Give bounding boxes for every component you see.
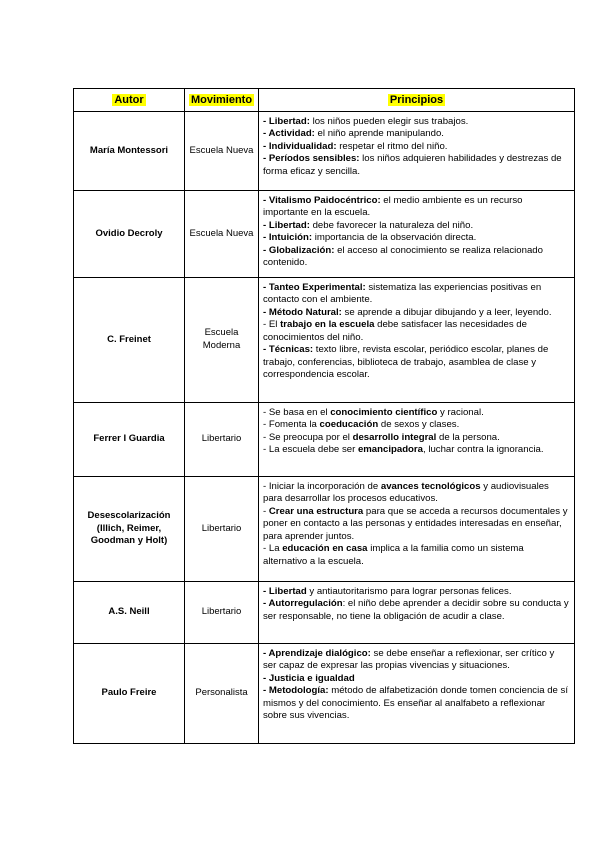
autor-cell: Desescolarización (Illich, Reimer, Goodman y Holt): [74, 477, 185, 582]
principio-text: el niño aprende manipulando.: [314, 128, 444, 140]
principio-text: y racional.: [437, 407, 484, 418]
header-principios-label: Principios: [389, 94, 444, 106]
principio-prefix: - Se preocupa por el: [263, 431, 353, 443]
principio-item: [263, 195, 570, 220]
principio-keyword: - Justicia e igualdad: [263, 672, 355, 684]
principio-text: implica a la familia como un sistema alternativo a la escuela.: [263, 543, 524, 567]
principio-item: [263, 419, 570, 431]
principio-text: debe favorecer la naturaleza del niño.: [309, 219, 474, 231]
principio-keyword: - Vitalismo Paidocéntrico:: [263, 195, 381, 206]
principio-text: y antiautoritarismo para lograr personas felices.: [306, 586, 512, 597]
principio-keyword: educación en casa: [282, 543, 368, 555]
principios-cell: [259, 477, 575, 582]
principio-text: de sexos y clases.: [378, 419, 460, 431]
principio-prefix: - Fomenta la: [263, 419, 320, 431]
principios-cell: [259, 582, 575, 644]
principio-text: texto libre, revista escolar, periódico escolar, planes de trabajo, conferencias, biblioteca de trabajo, asamblea de clase y correspondencia escolar.: [263, 344, 549, 381]
principio-keyword: - Períodos sensibles:: [263, 153, 360, 165]
table-row: [74, 644, 575, 744]
header-movimiento: [185, 89, 259, 112]
principio-keyword: coeducación: [319, 419, 379, 431]
principio-keyword: trabajo en la escuela: [280, 319, 375, 331]
principio-item: [263, 506, 570, 543]
principio-text: se aprende a dibujar dibujando y a leer, leyendo.: [341, 306, 552, 318]
autor-cell: María Montessori: [74, 112, 185, 191]
principio-prefix: - La escuela debe ser: [263, 444, 358, 456]
movimiento-cell: Libertario: [185, 582, 259, 644]
movimiento-cell: Escuela Moderna: [185, 278, 259, 403]
principio-keyword: - Libertad: [263, 586, 307, 597]
movimiento-cell: Escuela Nueva: [185, 191, 259, 278]
principio-keyword: - Libertad:: [263, 116, 310, 127]
table-row: [74, 582, 575, 644]
principio-keyword: desarrollo integral: [352, 431, 437, 443]
principio-prefix: - El: [263, 319, 281, 331]
autor-cell: Ferrer I Guardia: [74, 403, 185, 477]
principio-text: sistematiza las experiencias positivas en contacto con el ambiente.: [263, 282, 542, 306]
principio-text: de la persona.: [436, 431, 500, 443]
autor-cell: A.S. Neill: [74, 582, 185, 644]
principio-item: [263, 141, 570, 153]
principio-keyword: - Globalización:: [263, 244, 335, 256]
principios-cell: [259, 112, 575, 191]
header-principios: [259, 89, 575, 112]
principio-item: [263, 598, 570, 623]
principio-keyword: conocimiento científico: [330, 407, 438, 418]
principio-keyword: - Intuición:: [263, 232, 313, 244]
principio-item: [263, 648, 570, 673]
autor-cell: Ovidio Decroly: [74, 191, 185, 278]
principio-keyword: - Libertad:: [263, 219, 310, 231]
principio-keyword: - Técnicas:: [263, 344, 314, 356]
principio-item: [263, 245, 570, 270]
principio-text: : el niño debe aprender a decidir sobre su conducta y ser responsable, no tiene la obligación de acudir a clase.: [263, 598, 569, 622]
principio-item: [263, 407, 570, 419]
principio-text: respetar el ritmo del niño.: [336, 140, 448, 152]
principio-text: método de alfabetización donde tomen conciencia de sí mismos y del conocimiento. Es enseñar al analfabeto a reflexionar sobre sus vivencias.: [263, 685, 569, 722]
header-autor-label: Autor: [114, 94, 144, 106]
table-row: [74, 191, 575, 278]
principio-item: [263, 220, 570, 232]
table-row: [74, 403, 575, 477]
principio-text: el acceso al conocimiento se realiza relacionado contenido.: [263, 244, 543, 269]
principio-item: [263, 673, 570, 685]
principio-keyword: - Método Natural:: [263, 306, 342, 318]
principio-keyword: emancipadora: [357, 444, 423, 456]
header-movimiento-label: Movimiento: [190, 94, 253, 106]
principio-text: el medio ambiente es un recurso importante en la escuela.: [263, 195, 523, 219]
principio-item: [263, 116, 570, 128]
principio-item: [263, 344, 570, 381]
principio-prefix: - Iniciar la incorporación de: [263, 481, 381, 492]
principio-item: [263, 153, 570, 178]
principio-text: , luchar contra la ignorancia.: [423, 444, 544, 456]
principio-text: importancia de la observación directa.: [312, 232, 477, 244]
movimiento-cell: Escuela Nueva: [185, 112, 259, 191]
principio-keyword: - Aprendizaje dialógico:: [263, 648, 371, 659]
principio-item: [263, 685, 570, 722]
principio-keyword: - Actividad:: [263, 128, 315, 140]
principio-item: [263, 586, 570, 598]
principio-text: para que se acceda a recursos documentales y poner en contacto a las personas y entidades interesadas en enseñar, para aprender juntos.: [263, 505, 568, 542]
table-row: [74, 112, 575, 191]
autor-cell: Paulo Freire: [74, 644, 185, 744]
principio-text: se debe enseñar a reflexionar, ser crítico y ser capaz de expresar las propias vivencias y situaciones.: [263, 648, 555, 672]
principio-text: los niños adquieren habilidades y destrezas de forma eficaz y sencilla.: [263, 153, 562, 177]
movimiento-cell: Libertario: [185, 477, 259, 582]
principio-keyword: - Tanteo Experimental:: [263, 282, 366, 293]
principio-item: [263, 444, 570, 456]
header-row: [74, 89, 575, 112]
principio-item: [263, 432, 570, 444]
principio-keyword: avances tecnológicos: [380, 481, 481, 492]
table-row: [74, 477, 575, 582]
table-row: [74, 278, 575, 403]
principio-item: [263, 481, 570, 506]
principio-text: y audiovisuales para desarrollar los procesos educativos.: [263, 481, 549, 505]
header-autor: [74, 89, 185, 112]
principio-item: [263, 307, 570, 319]
principio-text: debe satisfacer las necesidades de conocimientos del niño.: [263, 319, 527, 343]
principio-item: [263, 319, 570, 344]
principio-keyword: - Autorregulación: [263, 598, 343, 610]
principio-item: [263, 543, 570, 568]
pedagogy-table: [73, 88, 575, 744]
principio-prefix: - La: [263, 543, 283, 555]
principios-cell: [259, 191, 575, 278]
principio-item: [263, 232, 570, 244]
principio-item: [263, 128, 570, 140]
principios-cell: [259, 403, 575, 477]
principios-cell: [259, 278, 575, 403]
principio-keyword: - Individualidad:: [263, 140, 337, 152]
movimiento-cell: Libertario: [185, 403, 259, 477]
principio-item: [263, 282, 570, 307]
movimiento-cell: Personalista: [185, 644, 259, 744]
principio-prefix: - Se basa en el: [263, 407, 331, 418]
principio-keyword: Crear una estructura: [268, 505, 364, 517]
autor-cell: C. Freinet: [74, 278, 185, 403]
principios-cell: [259, 644, 575, 744]
principio-text: los niños pueden elegir sus trabajos.: [309, 116, 469, 127]
principio-keyword: - Metodología:: [263, 685, 329, 697]
principio-prefix: -: [263, 505, 269, 517]
